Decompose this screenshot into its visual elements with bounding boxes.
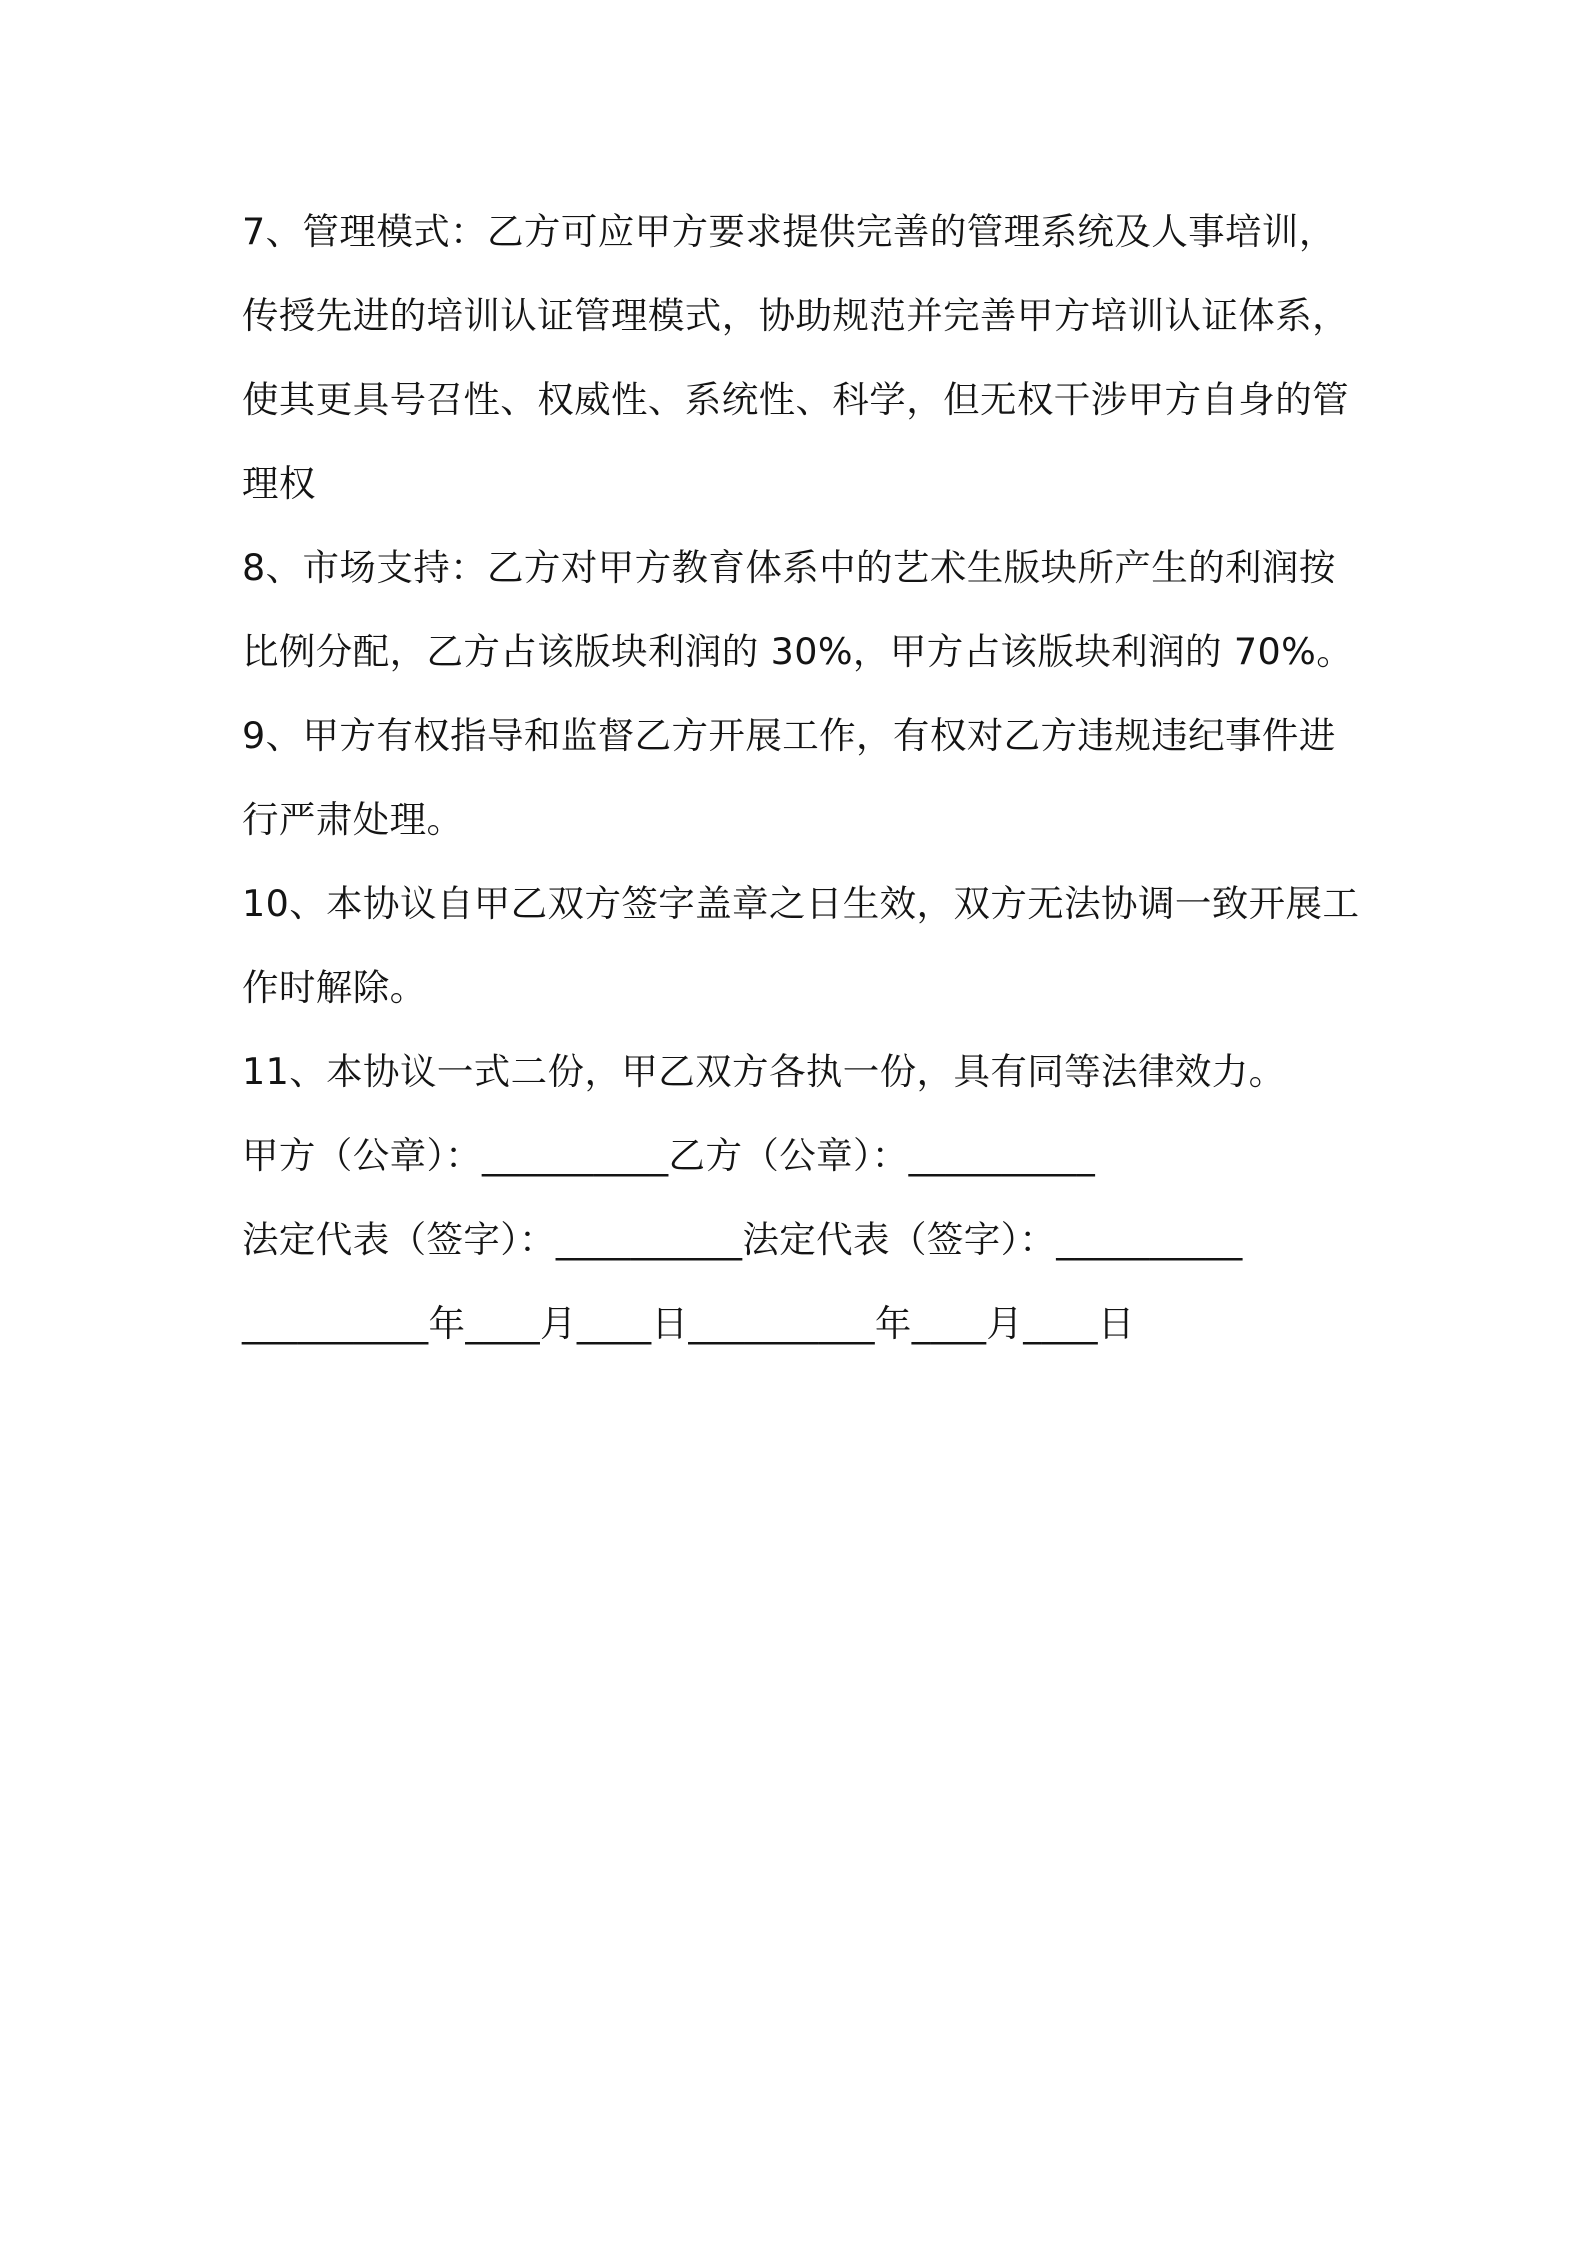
clause-8 bbox=[242, 526, 1362, 694]
clause-7 bbox=[242, 190, 1362, 526]
clause-7-line-1: 7、管理模式：乙方可应甲方要求提供完善的管理系统及人事培训， bbox=[242, 210, 1336, 253]
company-seal-line: 甲方（公章）：__________乙方（公章）：__________ bbox=[242, 1134, 1096, 1177]
clause-11-line-1: 11、本协议一式二份，甲乙双方各执一份，具有同等法律效力。 bbox=[242, 1050, 1286, 1093]
clause-7-line-3: 使其更具号召性、权威性、系统性、科学，但无权干涉甲方自身的管 bbox=[242, 378, 1349, 421]
clause-7-line-2: 传授先进的培训认证管理模式，协助规范并完善甲方培训认证体系， bbox=[242, 294, 1349, 337]
clause-8-line-1: 8、市场支持：乙方对甲方教育体系中的艺术生版块所产生的利润按 bbox=[242, 546, 1336, 589]
signing-date-line: __________年____月____日__________年____月____日 bbox=[242, 1302, 1135, 1345]
clause-8-line-2: 比例分配，乙方占该版块利润的 30%，甲方占该版块利润的 70%。 bbox=[242, 630, 1354, 673]
clause-10 bbox=[242, 862, 1362, 1030]
clause-10-line-1: 10、本协议自甲乙双方签字盖章之日生效，双方无法协调一致开展工 bbox=[242, 882, 1360, 925]
legal-representative-line: 法定代表（签字）：__________法定代表（签字）：__________ bbox=[242, 1218, 1243, 1261]
document-body bbox=[242, 190, 1362, 1366]
clause-9-line-1: 9、甲方有权指导和监督乙方开展工作，有权对乙方违规违纪事件进 bbox=[242, 714, 1336, 757]
clause-9 bbox=[242, 694, 1362, 862]
clause-10-line-2: 作时解除。 bbox=[242, 966, 427, 1009]
clause-9-line-2: 行严肃处理。 bbox=[242, 798, 464, 841]
clause-7-line-4: 理权 bbox=[242, 462, 316, 505]
signature-block bbox=[242, 1114, 1362, 1366]
clause-11 bbox=[242, 1030, 1362, 1114]
